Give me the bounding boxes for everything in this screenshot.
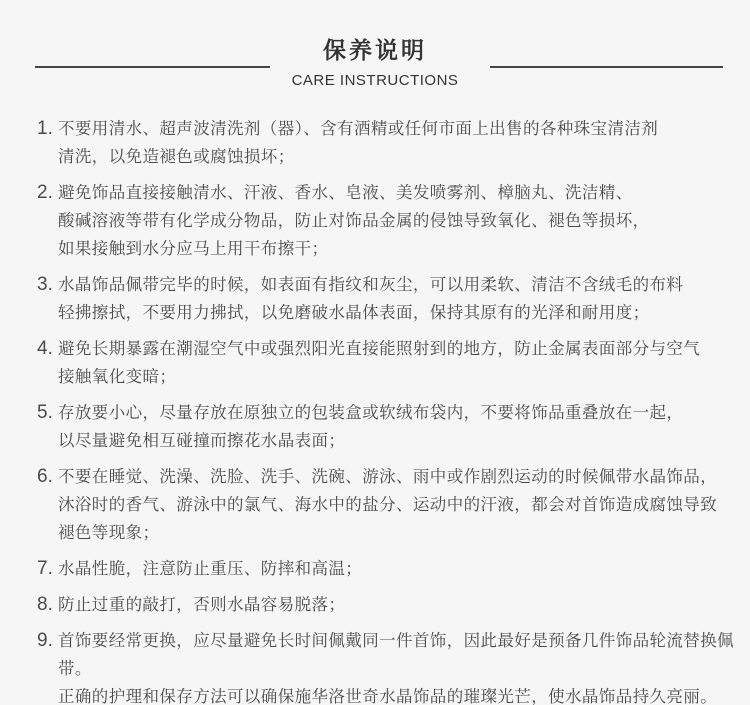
list-item (37, 555, 740, 583)
item-text (58, 463, 717, 547)
item-text-line: 不要在睡觉、洗澡、洗脸、洗手、洗碗、游泳、雨中或作剧烈运动的时候佩带水晶饰品， (58, 468, 718, 486)
item-text-line: 如果接触到水分应马上用干布擦干； (58, 240, 329, 258)
item-number: 4. (37, 338, 53, 359)
item-number: 8. (37, 594, 53, 615)
item-number: 1. (37, 118, 53, 139)
list-item (37, 335, 740, 391)
page-subtitle: CARE INSTRUCTIONS (291, 72, 459, 89)
item-text (58, 591, 345, 619)
item-text-line: 正确的护理和保存方法可以确保施华洛世奇水晶饰品的璀璨光芒，使水晶饰品持久亮丽。 (58, 688, 718, 705)
instructions-list (0, 90, 750, 705)
list-item (37, 627, 740, 705)
list-item (37, 271, 740, 327)
item-text-line: 存放要小心，尽量存放在原独立的包装盒或软绒布袋内，不要将饰品重叠放在一起， (58, 404, 684, 422)
item-text-line: 不要用清水、超声波清洗剂（器）、含有酒精或任何市面上出售的各种珠宝清洁剂 (58, 120, 659, 138)
item-text-line: 清洗，以免造褪色或腐蚀损坏； (58, 148, 295, 166)
page-title: 保养说明 (323, 37, 427, 63)
item-number: 5. (37, 402, 53, 423)
item-text-line: 首饰要经常更换，应尽量避免长时间佩戴同一件首饰，因此最好是预备几件饰品轮流替换佩带。 (58, 632, 734, 678)
item-text-line: 沐浴时的香气、游泳中的氯气、海水中的盐分、运动中的汗液，都会对首饰造成腐蚀导致 (58, 496, 718, 514)
item-text-line: 接触氧化变暗； (58, 368, 177, 386)
item-number: 9. (37, 630, 53, 651)
item-text (58, 335, 700, 391)
item-text-line: 水晶饰品佩带完毕的时候，如表面有指纹和灰尘，可以用柔软、清洁不含绒毛的布料 (58, 276, 684, 294)
item-text-line: 轻拂擦拭，不要用力拂拭，以免磨破水晶体表面，保持其原有的光泽和耐用度； (58, 304, 650, 322)
item-text (58, 115, 658, 171)
item-number: 6. (37, 466, 53, 487)
item-text (58, 627, 740, 705)
page-header (0, 0, 750, 90)
item-text (58, 555, 362, 583)
list-item (37, 399, 740, 455)
item-text-line: 避免饰品直接接触清水、汗液、香水、皂液、美发喷雾剂、樟脑丸、洗洁精、 (58, 184, 633, 202)
item-number: 2. (37, 182, 53, 203)
item-text (58, 399, 683, 455)
title-divider-right (490, 66, 723, 68)
list-item (37, 115, 740, 171)
item-text-line: 以尽量避免相互碰撞而擦花水晶表面； (58, 432, 346, 450)
item-text-line: 水晶性脆，注意防止重压、防摔和高温； (58, 560, 363, 578)
item-text (58, 271, 683, 327)
item-number: 3. (37, 274, 53, 295)
item-text-line: 酸碱溶液等带有化学成分物品，防止对饰品金属的侵蚀导致氧化、褪色等损坏， (58, 212, 650, 230)
item-text-line: 避免长期暴露在潮湿空气中或强烈阳光直接能照射到的地方，防止金属表面部分与空气 (58, 340, 701, 358)
item-text-line: 防止过重的敲打，否则水晶容易脱落； (58, 596, 346, 614)
item-text-line: 褪色等现象； (58, 524, 160, 542)
title-divider-left (35, 66, 270, 68)
list-item (37, 463, 740, 547)
item-text (58, 179, 650, 263)
item-number: 7. (37, 558, 53, 579)
list-item (37, 179, 740, 263)
list-item (37, 591, 740, 619)
